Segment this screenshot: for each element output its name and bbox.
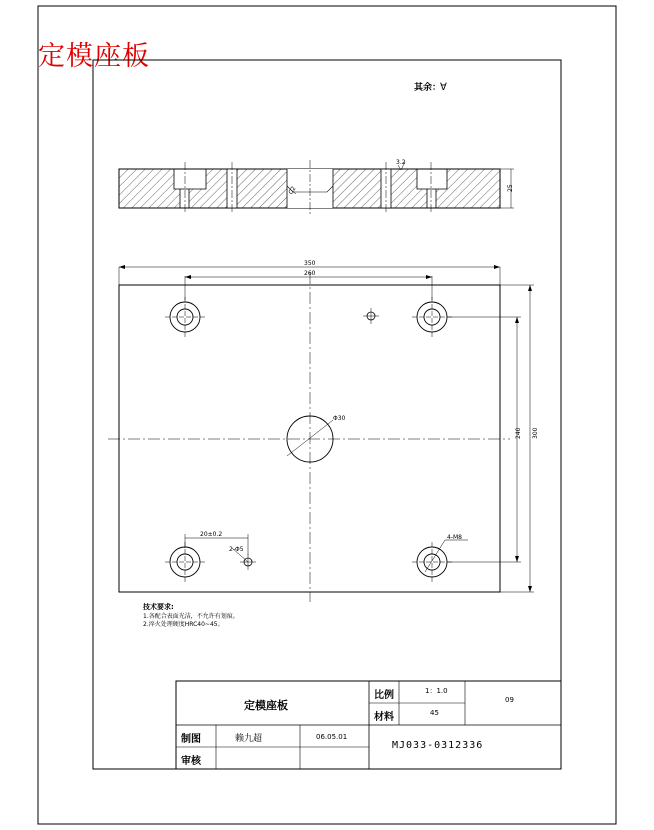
scale-label: 比例 — [374, 690, 394, 701]
drawn-name: 赖九超 — [235, 734, 263, 744]
quantity-value: 09 — [505, 696, 514, 704]
material-value: 45 — [430, 709, 439, 717]
check-label: 审核 — [181, 756, 201, 767]
surface-note: 其余： — [414, 83, 442, 93]
pin-hole-bottom — [185, 531, 256, 570]
drawn-date: 06.05.01 — [316, 733, 348, 741]
dim-height-outer: 300 — [532, 427, 539, 439]
drawn-label: 制图 — [181, 734, 201, 745]
dim-height-inner: 240 — [515, 427, 522, 439]
outer-border — [38, 6, 616, 824]
dim-thickness: 25 — [507, 184, 514, 192]
title-block-grid — [176, 681, 561, 769]
tech-notes-line1: 1.各配合表面光洁，不允许有划痕。 — [143, 613, 239, 620]
tech-notes-line2: 2.淬火处理硬度HRC40~45。 — [143, 621, 224, 628]
section-note-top: 3.2 — [396, 159, 406, 166]
dim-pin-spacing: 20±0.2 — [200, 531, 223, 538]
dim-width-outer: 350 — [304, 260, 316, 267]
dim-center-hole: Φ30 — [333, 415, 346, 422]
material-label: 材料 — [374, 712, 394, 723]
tech-notes-title: 技术要求: — [143, 603, 174, 611]
bolt-hole-top-left — [165, 297, 205, 337]
dim-bolt-holes: 4-M8 — [447, 534, 462, 541]
title-part-name: 定模座板 — [244, 699, 288, 712]
pin-hole-top — [363, 308, 379, 324]
bolt-hole-bottom-right — [412, 534, 468, 582]
dim-width-inner: 260 — [304, 270, 316, 277]
plan-view — [108, 260, 539, 602]
surface-symbol: ∀ — [440, 82, 447, 93]
dim-pin-hole: 2-Φ5 — [229, 546, 244, 553]
scale-value: 1：1.0 — [425, 687, 448, 695]
bolt-hole-top-right — [412, 297, 452, 337]
section-view — [119, 159, 514, 215]
inner-border — [93, 60, 561, 769]
drawing-title-red: 定模座板 — [38, 41, 150, 72]
drawing-number: MJ033-0312336 — [392, 740, 484, 751]
svg-text:C2: C2 — [287, 185, 298, 196]
